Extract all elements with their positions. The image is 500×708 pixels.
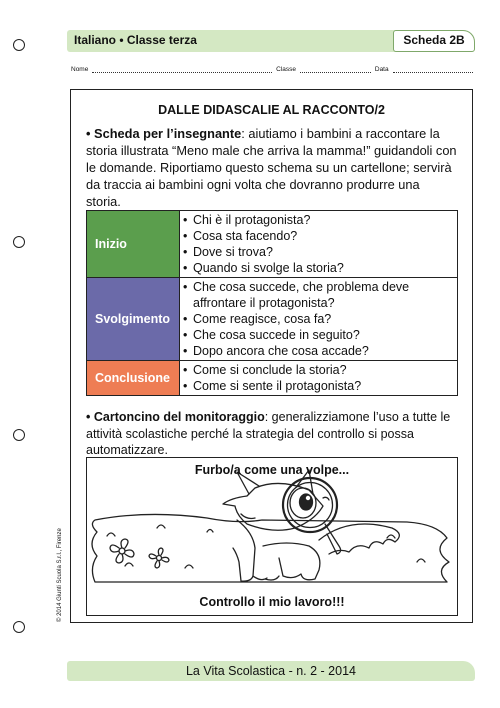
monitoring-text: : generalizziamone l’uso a tutte le attività scolastiche perché la strategia del controllo si possa automatizzare. — [86, 410, 451, 457]
list-item: • Cosa sta facendo? — [183, 229, 298, 243]
teacher-note-text: : aiutiamo i bambini a raccontare la storia illustrata “Meno male che arriva la mamma!” guidandoli con le domande. Riportiamo questo schema su un cartellone; servirà da traccia ai bambini ogni volta che dovranno produrre una storia. — [86, 126, 457, 209]
binder-hole — [13, 39, 25, 51]
binder-hole — [13, 236, 25, 248]
binder-hole — [13, 429, 25, 441]
subject-label: Italiano • Classe terza — [74, 33, 197, 47]
header-bar — [67, 30, 475, 52]
story-schema-table — [86, 210, 458, 396]
list-item: • Dove si trova? — [183, 245, 273, 259]
list-item: • Come reagisce, cosa fa? — [183, 312, 332, 326]
table-row — [87, 278, 458, 361]
monitoring-lead: Cartoncino del monitoraggio — [93, 410, 265, 424]
questions-cell — [180, 278, 458, 361]
content-frame — [70, 89, 473, 623]
sheet-number: Scheda 2B — [393, 30, 475, 52]
binder-hole — [13, 621, 25, 633]
table-row — [87, 361, 458, 396]
questions-cell — [180, 211, 458, 278]
phase-cell-conclusione: Conclusione — [87, 361, 180, 396]
bullet: • — [86, 410, 91, 424]
name-field[interactable] — [92, 66, 272, 73]
phase-cell-inizio: Inizio — [87, 211, 180, 278]
monitoring-card-note — [86, 409, 458, 459]
class-label: Classe — [276, 66, 296, 73]
questions-cell — [180, 361, 458, 396]
class-field[interactable] — [300, 66, 371, 73]
teacher-note-lead: Scheda per l’insegnante — [94, 126, 242, 141]
footer-bar — [67, 661, 475, 681]
page-title: DALLE DIDASCALIE AL RACCONTO/2 — [158, 103, 385, 117]
publication-label: La Vita Scolastica - n. 2 - 2014 — [185, 664, 356, 678]
list-item: • Come si conclude la storia? — [183, 363, 347, 377]
copyright-notice: © 2014 Giunti Scuola S.r.l., Firenze — [57, 528, 63, 622]
list-item: • Quando si svolge la storia? — [183, 261, 344, 275]
date-label: Data — [374, 66, 389, 73]
card-slogan: Furbo/a come una volpe... — [194, 463, 350, 477]
name-label: Nome — [71, 66, 89, 73]
student-fields — [71, 66, 477, 73]
list-item: • Dopo ancora che cosa accade? — [183, 344, 369, 358]
bullet: • — [86, 126, 91, 141]
date-field[interactable] — [393, 66, 473, 73]
list-item: • Che cosa succede, che problema deve affrontare il protagonista? — [183, 280, 410, 310]
table-row — [87, 211, 458, 278]
list-item: • Come si sente il protagonista? — [183, 379, 362, 393]
teacher-note — [86, 125, 458, 210]
card-check-label: Controllo il mio lavoro!!! — [199, 595, 345, 609]
list-item: • Che cosa succede in seguito? — [183, 328, 360, 342]
list-item: • Chi è il protagonista? — [183, 213, 311, 227]
phase-cell-svolgimento: Svolgimento — [87, 278, 180, 361]
monitoring-card — [86, 457, 458, 616]
fox-with-magnifier-illustration — [87, 458, 457, 615]
